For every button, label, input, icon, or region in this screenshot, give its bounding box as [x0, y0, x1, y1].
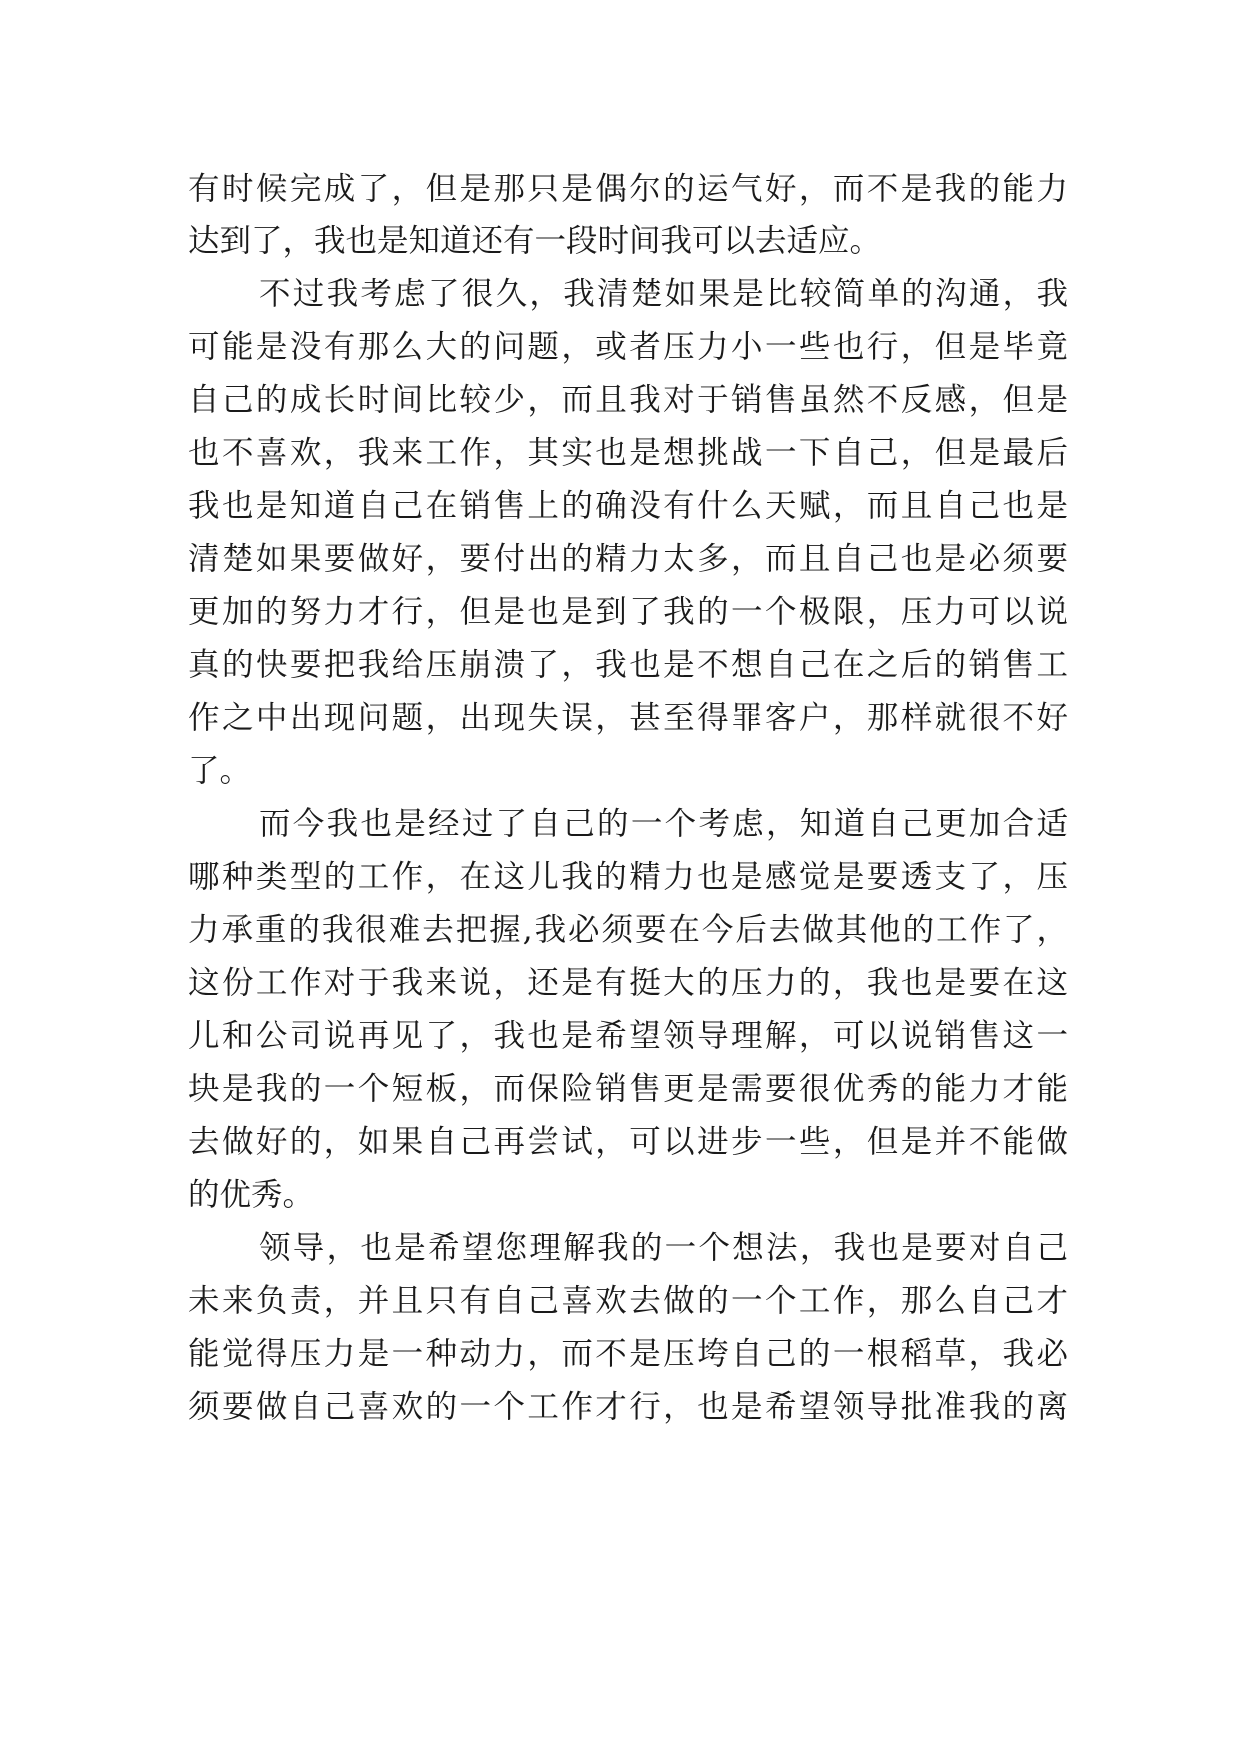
text-line: 达到了，我也是知道还有一段时间我可以去适应。 — [188, 223, 882, 259]
text-line: 而今我也是经过了自己的一个考虑，知道自己更加合适 — [259, 806, 1068, 842]
text-line: 这份工作对于我来说，还是有挺大的压力的，我也是要在这 — [188, 965, 1068, 1001]
text-line: 我也是知道自己在销售上的确没有什么天赋，而且自己也是 — [188, 488, 1068, 524]
text-line: 未来负责，并且只有自己喜欢去做的一个工作，那么自己才 — [188, 1283, 1068, 1319]
text-line: 领导，也是希望您理解我的一个想法，我也是要对自己 — [259, 1230, 1068, 1266]
text-line: 须要做自己喜欢的一个工作才行，也是希望领导批准我的离 — [188, 1389, 1068, 1425]
text-line: 能觉得压力是一种动力，而不是压垮自己的一根稻草，我必 — [188, 1336, 1068, 1372]
text-line: 可能是没有那么大的问题，或者压力小一些也行，但是毕竟 — [188, 329, 1068, 365]
text-line: 真的快要把我给压崩溃了，我也是不想自己在之后的销售工 — [188, 647, 1068, 683]
text-line: 自己的成长时间比较少，而且我对于销售虽然不反感，但是 — [188, 382, 1068, 418]
text-line: 儿和公司说再见了，我也是希望领导理解，可以说销售这一 — [188, 1018, 1068, 1054]
text-line: 更加的努力才行，但是也是到了我的一个极限，压力可以说 — [188, 594, 1068, 630]
text-line: 清楚如果要做好，要付出的精力太多，而且自己也是必须要 — [188, 541, 1068, 577]
text-line: 也不喜欢，我来工作，其实也是想挑战一下自己，但是最后 — [188, 435, 1068, 471]
text-line: 了。 — [188, 753, 252, 789]
text-line: 的优秀。 — [188, 1177, 315, 1213]
text-line: 去做好的，如果自己再尝试，可以进步一些，但是并不能做 — [188, 1124, 1068, 1160]
text-line: 哪种类型的工作，在这儿我的精力也是感觉是要透支了，压 — [188, 859, 1068, 895]
text-line: 力承重的我很难去把握,我必须要在今后去做其他的工作了， — [188, 912, 1068, 948]
text-line: 作之中出现问题，出现失误，甚至得罪客户，那样就很不好 — [188, 700, 1068, 736]
text-line: 块是我的一个短板，而保险销售更是需要很优秀的能力才能 — [188, 1071, 1068, 1107]
text-line: 有时候完成了，但是那只是偶尔的运气好，而不是我的能力 — [188, 171, 1068, 207]
text-line: 不过我考虑了很久，我清楚如果是比较简单的沟通，我 — [259, 276, 1068, 312]
